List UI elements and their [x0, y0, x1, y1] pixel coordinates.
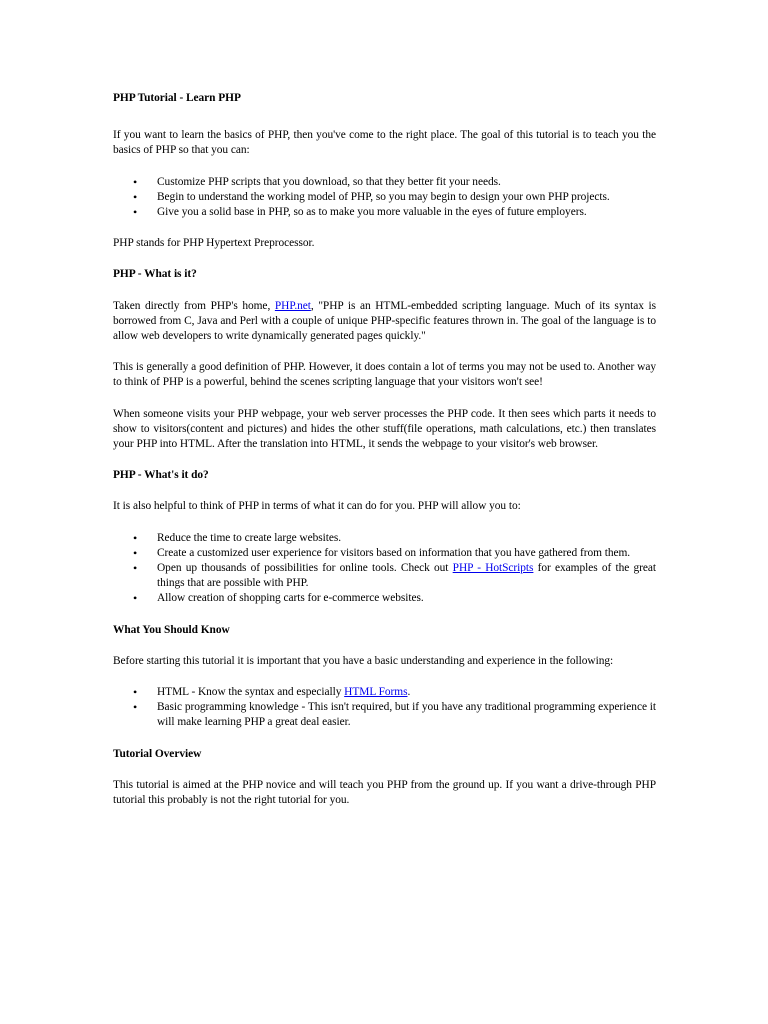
page-title: PHP Tutorial - Learn PHP [113, 92, 241, 104]
text-run: Taken directly from PHP's home, [113, 299, 275, 312]
spacer [113, 251, 656, 267]
spacer [113, 638, 656, 654]
what-is-it-paragraph-3: When someone visits your PHP webpage, your web server processes the PHP code. It then sees which parts it needs to show to visitors(content and pictures) and hides the other stuff(file operations, math calculations, etc.) then translates your PHP into HTML. After the translation into HTML, it sends the webpage to your visitor's web browser. [113, 407, 656, 451]
bullet-icon: • [133, 561, 138, 576]
stands-for-paragraph: PHP stands for PHP Hypertext Preprocessor. [113, 237, 315, 250]
spacer [113, 283, 656, 299]
list-item-text: Basic programming knowledge - This isn't required, but if you have any traditional programming experience it will make learning PHP a great deal easier. [157, 701, 656, 729]
bullet-icon: • [133, 530, 138, 545]
what-is-it-paragraph-1 [113, 299, 656, 345]
spacer [113, 669, 656, 685]
spacer [113, 159, 656, 175]
section-heading-tutorial-overview: Tutorial Overview [113, 747, 202, 760]
spacer [113, 344, 656, 360]
list-item [113, 531, 656, 546]
php-hotscripts-link[interactable]: PHP - HotScripts [452, 562, 534, 575]
list-item [113, 685, 656, 700]
bullet-icon: • [133, 205, 138, 220]
bullet-icon: • [133, 545, 138, 560]
spacer [113, 106, 656, 128]
spacer [113, 483, 656, 499]
list-item-text: Begin to understand the working model of PHP, so you may begin to design your own PHP projects. [157, 190, 610, 203]
text-run: , "PHP is an HTML-embedded scripting language. Much of its syntax is borrowed from C, Java and Perl with a couple of unique PHP-specific features thrown in. The goal of the language is to allow web developers to write dynamically generated pages quickly." [113, 299, 656, 343]
spacer [113, 515, 656, 531]
list-item [113, 190, 656, 205]
list-item-text: Customize PHP scripts that you download, so that they better fit your needs. [157, 175, 501, 188]
text-run: for examples of the great things that are possible with PHP. [157, 562, 657, 590]
list-item-text: Allow creation of shopping carts for e-commerce websites. [157, 592, 424, 605]
spacer [113, 452, 656, 468]
bullet-icon: • [133, 174, 138, 189]
intro-list [113, 175, 656, 221]
spacer [113, 391, 656, 407]
bullet-icon: • [133, 700, 138, 715]
spacer [113, 731, 656, 747]
list-item-text: Create a customized user experience for visitors based on information that you have gathered from them. [157, 546, 631, 559]
tutorial-overview-paragraph: This tutorial is aimed at the PHP novice and will teach you PHP from the ground up. If you want a drive-through PHP tutorial this probably is not the right tutorial for you. [113, 778, 656, 807]
list-item [113, 561, 656, 591]
bullet-icon: • [133, 189, 138, 204]
should-know-intro: Before starting this tutorial it is important that you have a basic understanding and experience in the following: [113, 654, 614, 667]
text-run: . [407, 686, 411, 699]
list-item-text: Give you a solid base in PHP, so as to make you more valuable in the eyes of future employers. [157, 206, 587, 219]
whats-it-do-intro: It is also helpful to think of PHP in terms of what it can do for you. PHP will allow you to: [113, 500, 521, 513]
spacer [113, 220, 656, 236]
what-is-it-paragraph-2: This is generally a good definition of PHP. However, it does contain a lot of terms you may not be used to. Another way to think of PHP is a powerful, behind the scenes scripting language that your visitors won't see! [113, 361, 656, 389]
html-forms-link[interactable]: HTML Forms [344, 686, 408, 699]
list-item-text: Reduce the time to create large websites. [157, 531, 342, 544]
document-page [113, 91, 656, 808]
intro-paragraph: If you want to learn the basics of PHP, then you've come to the right place. The goal of this tutorial is to teach you the basics of PHP so that you can: [113, 129, 656, 157]
list-item [113, 591, 656, 606]
whats-it-do-list [113, 531, 656, 607]
list-item [113, 205, 656, 220]
section-heading-what-you-should-know: What You Should Know [113, 623, 230, 636]
php-net-link[interactable]: PHP.net [274, 299, 311, 312]
list-item [113, 175, 656, 190]
list-item [113, 546, 656, 561]
text-run: Open up thousands of possibilities for online tools. Check out [157, 562, 453, 575]
spacer [113, 607, 656, 623]
should-know-list [113, 685, 656, 731]
bullet-icon: • [133, 685, 138, 700]
spacer [113, 762, 656, 778]
text-run: HTML - Know the syntax and especially [157, 686, 345, 699]
list-item [113, 700, 656, 730]
bullet-icon: • [133, 591, 138, 606]
section-heading-what-is-it: PHP - What is it? [113, 268, 197, 281]
section-heading-whats-it-do: PHP - What's it do? [113, 469, 209, 482]
